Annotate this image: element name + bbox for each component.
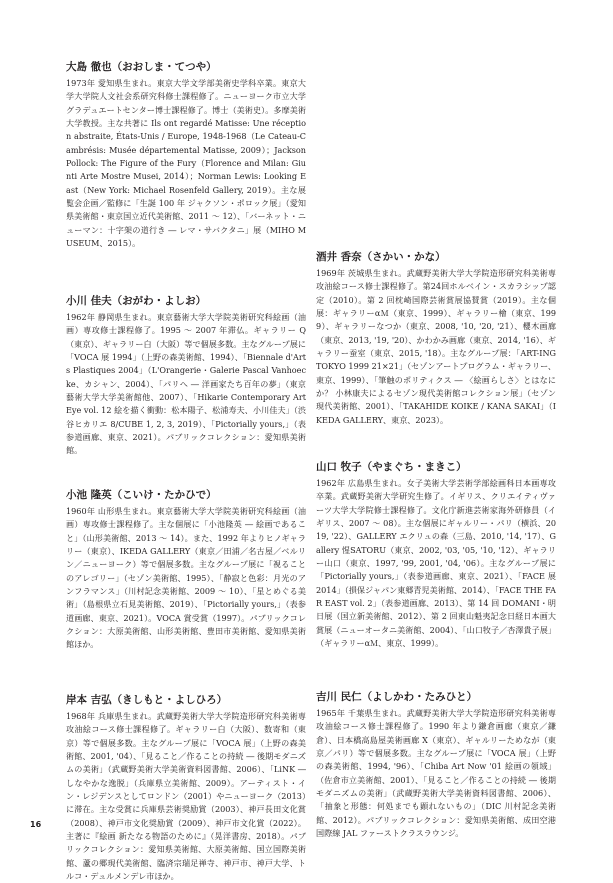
artist-bio: 1969年 茨城県生まれ。武蔵野美術大学大学院造形研究科美術専攻油絵コース修士課程修了。第24回ホルベイン・スカラシップ認定（2010）。第 2 回枕崎国際芸術賞展協賛賞（2019）。主な個展：ギャラリーαＭ（東京、1999）、ギャラリー檜（東京、1999）、ギャラリーなつか（東京、2008, '10, '20, '21）、櫻木画廊（東京、2013, '19, '20）、かわかみ画廊（東京、2014, '16）、ギャラリー蚕室（東京、2015, '18）。主なグループ展：「ART-ING TOKYO 1999 21×21」（セゾンアートプログラム・ギャラリー、東京、1999）、「筆触のポリティクス ― 〈絵画らしさ〉とはなにか？ 小林康夫によるセゾン現代美術館コレクション展」（セゾン現代美術館、2001）、「TAKAHIDE KOIKE / KANA SAKAI」（IKEDA GALLERY、東京、2023）。 [316,268,556,425]
artist-entry-yoshikawa [316,690,556,840]
artist-entry-kishimoto [66,693,306,883]
artist-name: 小池 隆英（こいけ・たかひで） [66,489,217,501]
artist-name: 山口 牧子（やまぐち・まきこ） [316,461,467,473]
page-number: 16 [30,820,42,829]
artist-name: 小川 佳夫（おがわ・よしお） [66,295,207,307]
artist-bio: 1965年 千葉県生まれ。武蔵野美術大学大学院造形研究科美術専攻油絵コース修士課程修了。1990 年より鎌倉画廊（東京／鎌倉）、日本橋高島屋美術画廊 X（東京）、ギャルリーためなが（東京／パリ）等で個展多数。主なグループ展に「VOCA 展」（上野の森美術館、1994, '96）、「Chiba Art Now '01 絵画の領域」（佐倉市立美術館、2001）、「見ること／作ることの持続 ― 後期モダニズムの美術」（武蔵野美術大学美術資料図書館、2006）、「抽象と形態：何処までも顕れないもの」（DIC 川村記念美術館、2012）。パブリックコレクション：愛知県美術館、成田空港国際線 JAL ファーストクラスラウンジ。 [316,708,556,839]
artist-entry-ogawa [66,294,306,458]
artist-name: 吉川 民仁（よしかわ・たみひと） [316,691,478,703]
artist-name: 岸本 吉弘（きしもと・よしひろ） [66,694,228,706]
artist-bio: 1968年 兵庫県生まれ。武蔵野美術大学大学院造形研究科美術専攻油絵コース修士課程修了。ギャラリー白（大阪）、数寄和（東京）等で個展多数。主なグループ展に「VOCA 展」（上野の森美術館、2001, '04）、「見ること／作ることの持続 ― 後期モダニズムの美術」（武蔵野美術大学美術資料図書館、2006）、「LiNK ― しなやかな逸脱」（兵庫県立美術館、2009）。アーティスト・イン・レジデンスとしてロンドン（2001）やニューヨーク（2013）に滞在。主な受賞に兵庫県芸術奨励賞（2003）、神戸長田文化賞（2008）、神戸市文化奨励賞（2009）、神戸市文化賞（2022）。主著に『絵画 新たなる物語のために』（晃洋書房、2018）。パブリックコレクション：愛知県美術館、大原美術館、国立国際美術館、蘆の郷現代美術館、臨済宗瑞足禅寺、神戸市、神戸大学、トルコ・デュルメンデレ市ほか。 [66,711,306,882]
artist-entry-oshima [66,60,306,250]
artist-bio: 1960年 山形県生まれ。東京藝術大学大学院美術研究科絵画（油画）専攻修士課程修了。主な個展に「小池隆英 ― 絵画であること」（山形美術館、2013 ～ 14）。また、1992 年よりヒノギャラリー（東京）、IKEDA GALLERY（東京／田浦／名古屋／ベルリン／ニューヨーク）等で個展多数。主なグループ展に「視ることのアレゴリー」（セゾン美術館、1995）、「静寂と色彩：月光のアンフラマンス」（川村記念美術館、2009 ～ 10）、「星とめぐる美術」（島根県立石見美術館、2019）、「Pictorially yours,」（表参道画廊、東京、2021）。VOCA 賞受賞（1997）。パブリックコレクション：大原美術館、山形美術館、豊田市美術館、愛知県美術館ほか。 [66,506,306,650]
artist-name: 大島 徹也（おおしま・てつや） [66,61,217,73]
artist-bio: 1973年 愛知県生まれ。東京大学文学部美術史学科卒業。東京大学大学院人文社会系研究科修士課程修了。ニューヨーク市立大学グラデュエートセンター博士課程修了。博士（美術史）。多摩美術大学教授。主な共著に Ils ont regardé Matisse: Une réception abstraite, États-Unis / Europe, 1948-1968（Le Cateau-Cambrésis: Musée départemental Matisse, 2009）；Jackson Pollock: The Figure of the Fury（Florence and Milan: Giunti Arte Mostre Musei, 2014）；Norman Lewis: Looking East（New York: Michael Rosenfeld Gallery, 2019）。主な展覧会企画／監修に「生誕 100 年 ジャクソン・ポロック展」（愛知県美術館・東京国立近代美術館、2011 ～ 12）、「バーネット・ニューマン：十字架の道行き ― レマ・サバクタニ」展（MIHO MUSEUM、2015）。 [66,78,306,249]
artist-bio: 1962年 静岡県生まれ。東京藝術大学大学院美術研究科絵画（油画）専攻修士課程修了。1995 ～ 2007 年滞仏。ギャラリー Q（東京）、ギャラリー白（大阪）等で個展多数。主なグループ展に「VOCA 展 1994」（上野の森美術館、1994）、「Biennale d'Arts Plastiques 2004」（L'Orangerie・Galerie Pascal Vanhoecke、カシャン、2004）、「パリへ ― 洋画家たち百年の夢」（東京藝術大学大学美術館他、2007）、「Hikarie Contemporary Art Eye vol. 12 絵を描く衝動：松本陽子、松浦寿夫、小川佳夫」（渋谷ヒカリエ 8/CUBE 1, 2, 3, 2019）、「Pictorially yours,」（表参道画廊、東京、2021）。パブリックコレクション：愛知県美術館。 [66,312,306,456]
artist-entry-yamaguchi [316,460,556,650]
artist-bio: 1962年 広島県生まれ。女子美術大学芸術学部絵画科日本画専攻卒業。武蔵野美術大学研究生修了。イギリス、クリエイティヴァーツ大学大学院修士課程修了。文化庁新進芸術家海外研修員（イギリス、2007 ～ 08）。主な個展にギャルリー・パリ（横浜、2019, '22）、GALLERY エクリュの森（三島、2010, '14, '17）、Gallery 惺SATORU（東京、2002, '03, '05, '10, '12）、ギャラリー山口（東京、1997, '99, 2001, '04, '06）。主なグループ展に「Pictorially yours,」（表参道画廊、東京、2021）、「FACE 展 2014」（損保ジャパン東郷青児美術館、2014）、「FACE THE FAR EAST vol. 2」（表参道画廊、2013）、第 14 回 DOMANI・明日展（国立新美術館、2012）、第 2 回東山魁夷記念日経日本画大賞展（ニューオータニ美術館、2004）、「山口牧子／杏澤貴子展」（ギャラリーαＭ、東京、1999）。 [316,478,556,649]
artist-entry-koike [66,488,306,652]
artist-entry-sakai [316,250,556,427]
artist-name: 酒井 香奈（さかい・かな） [316,251,446,263]
